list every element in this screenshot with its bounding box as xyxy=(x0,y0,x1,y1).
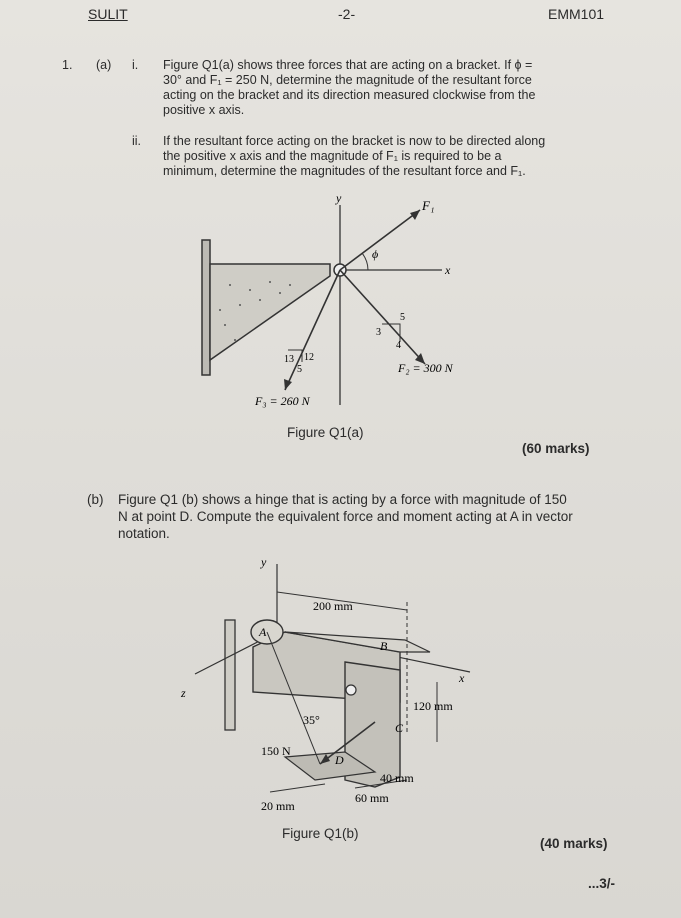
figure-q1b xyxy=(175,552,475,814)
part-a-label: (a) xyxy=(96,58,112,72)
footer-continue: ...3/- xyxy=(588,876,616,891)
fig-a-x-label: x xyxy=(445,263,451,277)
part-b-label: (b) xyxy=(87,492,104,507)
fig-b-40mm-label: 40 mm xyxy=(380,771,414,785)
question-number: 1. xyxy=(62,58,73,72)
fig-b-point-a: A xyxy=(259,625,267,639)
fig-b-z-label: z xyxy=(181,686,186,700)
fig-a-f2-label: F₂ = 300 N xyxy=(398,361,453,375)
fig-b-force-label: 150 N xyxy=(261,744,291,758)
text-line: Figure Q1 (b) shows a hinge that is acting by a force with magnitude of 150 xyxy=(118,492,567,507)
text-line: positive x axis. xyxy=(163,103,245,117)
fig-b-angle-label: 35° xyxy=(303,713,320,727)
sub-ii-label: ii. xyxy=(132,134,142,148)
figure-q1b-caption: Figure Q1(b) xyxy=(282,826,359,841)
fig-a-side-3: 3 xyxy=(376,327,381,338)
bracket xyxy=(210,264,330,360)
text-line: acting on the bracket and its direction measured clockwise from the xyxy=(163,88,536,102)
bolt-hole xyxy=(346,685,356,695)
header-course-code: EMM101 xyxy=(548,6,605,22)
fig-a-phi-label: ϕ xyxy=(372,247,379,261)
fig-a-side-5b: 5 xyxy=(297,364,302,375)
dim-20mm xyxy=(270,784,325,792)
text-line: the positive x axis and the magnitude of F₁ is required to be a xyxy=(163,149,502,163)
fig-b-20mm-label: 20 mm xyxy=(261,799,295,813)
phi-arc xyxy=(362,253,368,270)
figure-q1a xyxy=(180,190,480,415)
fig-b-point-b: B xyxy=(380,639,388,653)
fig-b-point-c: C xyxy=(395,721,404,735)
text-line: N at point D. Compute the equivalent force and moment acting at A in vector xyxy=(118,509,573,524)
figure-q1a-caption: Figure Q1(a) xyxy=(287,425,364,440)
header-page-number: -2- xyxy=(338,6,356,22)
header-sulit: SULIT xyxy=(88,6,128,22)
text-line: Figure Q1(a) shows three forces that are acting on a bracket. If ϕ = xyxy=(163,58,533,72)
fig-a-side-4: 4 xyxy=(396,340,401,351)
f3-arrowhead xyxy=(284,379,292,390)
fig-a-side-5: 5 xyxy=(400,312,405,323)
wall-plate xyxy=(225,620,235,730)
fig-b-y-label: y xyxy=(261,555,267,569)
fig-b-60mm-label: 60 mm xyxy=(355,791,389,805)
fig-b-x-label: x xyxy=(459,671,465,685)
text-line: minimum, determine the magnitudes of the resultant force and F₁. xyxy=(163,164,526,178)
text-line: 30° and F₁ = 250 N, determine the magnitude of the resultant force xyxy=(163,73,532,87)
sub-i-label: i. xyxy=(132,58,139,72)
marks-part-b: (40 marks) xyxy=(540,836,608,851)
fig-a-f3-label: F₃ = 260 N xyxy=(255,394,310,408)
fig-b-point-d: D xyxy=(335,753,344,767)
f1-arrowhead xyxy=(410,210,420,220)
fig-a-y-label: y xyxy=(336,191,342,205)
force-f2 xyxy=(340,270,425,364)
text-line: If the resultant force acting on the bracket is now to be directed along xyxy=(163,134,546,148)
fig-b-120mm-label: 120 mm xyxy=(413,699,453,713)
fig-a-f1-label: F₁ xyxy=(422,198,435,213)
text-line: notation. xyxy=(118,526,170,541)
fig-b-200mm-label: 200 mm xyxy=(313,599,353,613)
force-f1 xyxy=(340,210,420,270)
fig-a-side-12: 12 xyxy=(304,352,314,363)
wall xyxy=(202,240,210,375)
marks-part-a: (60 marks) xyxy=(522,441,590,456)
fig-a-side-13: 13 xyxy=(284,354,294,365)
